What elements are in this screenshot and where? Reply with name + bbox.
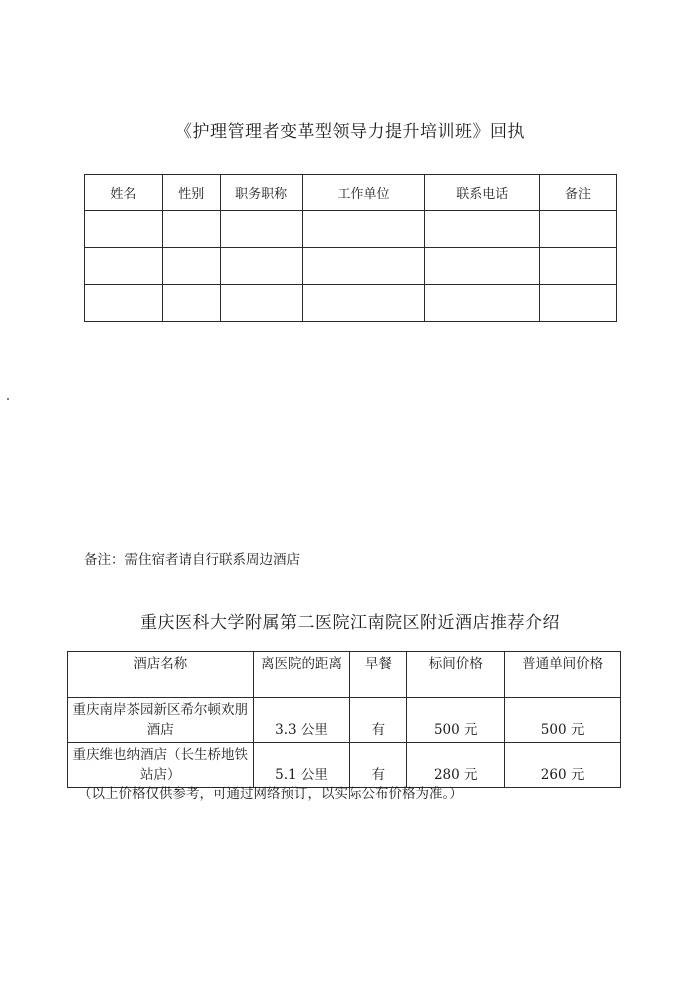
remarks-cell[interactable] — [540, 285, 617, 322]
workplace-cell[interactable] — [302, 211, 425, 248]
phone-cell[interactable] — [425, 248, 540, 285]
header-workplace: 工作单位 — [302, 175, 425, 211]
reply-form-title: 《护理管理者变革型领导力提升培训班》回执 — [175, 122, 525, 142]
workplace-cell[interactable] — [302, 248, 425, 285]
remarks-cell[interactable] — [540, 248, 617, 285]
price-footnote: （以上价格仅供参考，可通过网络预订，以实际公布价格为准。） — [78, 786, 463, 802]
reply-form-header-row — [85, 175, 617, 211]
hotel-single-price: 260 元 — [505, 743, 621, 788]
remarks-cell[interactable] — [540, 211, 617, 248]
hotel-standard-price: 280 元 — [407, 743, 505, 788]
name-cell[interactable] — [85, 285, 163, 322]
accommodation-note: 备注：需住宿者请自行联系周边酒店 — [84, 552, 300, 568]
hotel-single-price: 500 元 — [505, 698, 621, 743]
hotel-breakfast: 有 — [350, 743, 407, 788]
header-single-room: 普通单间价格 — [505, 652, 621, 698]
hotel-distance: 3.3 公里 — [253, 698, 350, 743]
reply-form-table — [84, 174, 617, 322]
scan-speck — [7, 398, 9, 400]
table-row — [85, 248, 617, 285]
table-row — [68, 743, 621, 788]
hotel-breakfast: 有 — [350, 698, 407, 743]
table-row — [85, 285, 617, 322]
table-row — [68, 698, 621, 743]
name-cell[interactable] — [85, 211, 163, 248]
title-cell[interactable] — [220, 248, 302, 285]
hotel-header-row — [68, 652, 621, 698]
hotel-distance: 5.1 公里 — [253, 743, 350, 788]
hotel-standard-price: 500 元 — [407, 698, 505, 743]
header-breakfast: 早餐 — [350, 652, 407, 698]
hotel-table — [67, 651, 621, 788]
name-cell[interactable] — [85, 248, 163, 285]
gender-cell[interactable] — [162, 248, 220, 285]
table-row — [85, 211, 617, 248]
header-phone: 联系电话 — [425, 175, 540, 211]
hotels-title: 重庆医科大学附属第二医院江南院区附近酒店推荐介绍 — [140, 613, 560, 633]
hotel-name: 重庆南岸茶园新区希尔顿欢朋酒店 — [68, 698, 254, 743]
gender-cell[interactable] — [162, 211, 220, 248]
gender-cell[interactable] — [162, 285, 220, 322]
title-cell[interactable] — [220, 285, 302, 322]
header-standard-room: 标间价格 — [407, 652, 505, 698]
title-cell[interactable] — [220, 211, 302, 248]
header-hotel-name: 酒店名称 — [68, 652, 254, 698]
phone-cell[interactable] — [425, 211, 540, 248]
phone-cell[interactable] — [425, 285, 540, 322]
workplace-cell[interactable] — [302, 285, 425, 322]
header-gender: 性别 — [162, 175, 220, 211]
hotel-name: 重庆维也纳酒店（长生桥地铁站店） — [68, 743, 254, 788]
header-distance: 离医院的距离 — [253, 652, 350, 698]
header-name: 姓名 — [85, 175, 163, 211]
header-remarks: 备注 — [540, 175, 617, 211]
header-title: 职务职称 — [220, 175, 302, 211]
